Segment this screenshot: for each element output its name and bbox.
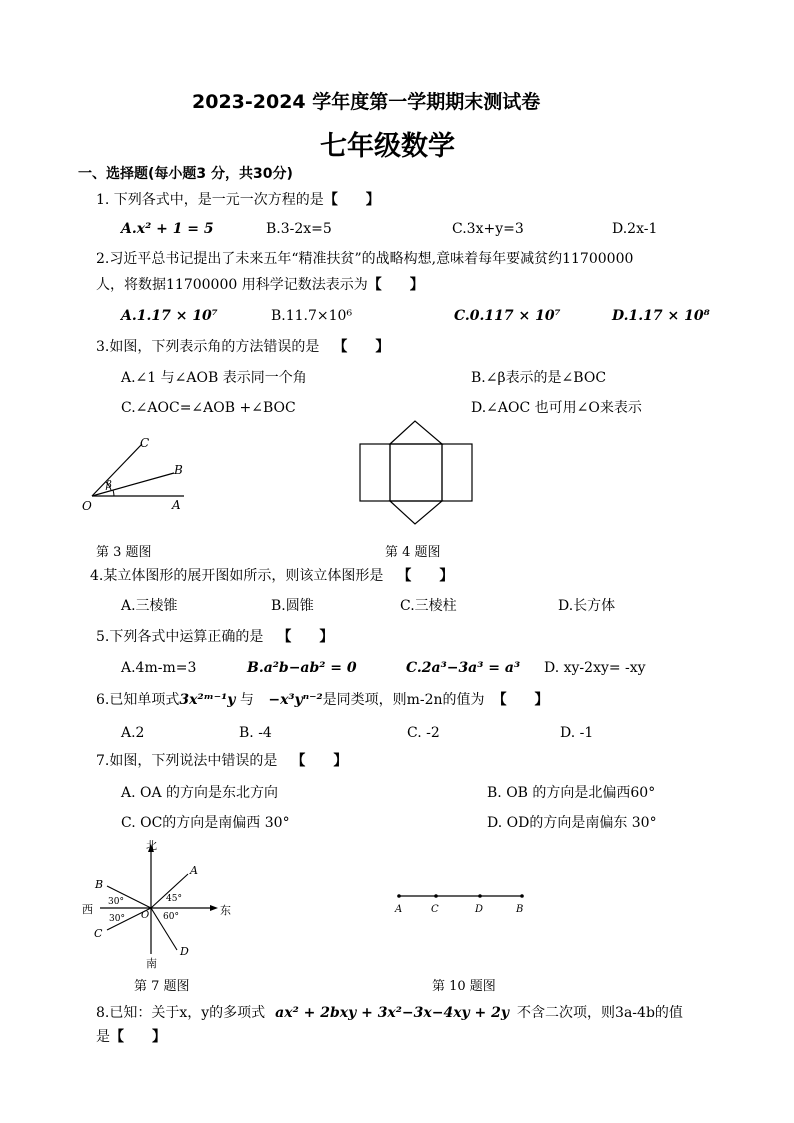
q2-option-a[interactable]: A.1.17 × 10⁷ bbox=[121, 308, 218, 324]
label-o: O bbox=[82, 499, 92, 513]
label-a: A bbox=[172, 498, 181, 512]
q3-option-c[interactable]: C.∠AOC=∠AOB +∠BOC bbox=[121, 400, 296, 416]
figure-3-angle bbox=[80, 430, 200, 520]
q1-option-d[interactable]: D.2x-1 bbox=[612, 221, 658, 237]
label-b: B bbox=[95, 878, 104, 891]
label-d: D bbox=[475, 904, 484, 915]
label-b: B bbox=[174, 463, 183, 477]
q7-option-b[interactable]: B. OB 的方向是北偏西60° bbox=[487, 785, 656, 801]
q3-stem: 3.如图，下列表示角的方法错误的是 【 】 bbox=[96, 339, 390, 355]
q1-option-b[interactable]: B.3-2x=5 bbox=[266, 221, 332, 237]
q2-option-c[interactable]: C.0.117 × 10⁷ bbox=[454, 308, 561, 324]
section-heading: 一、选择题(每小题3 分，共30分) bbox=[78, 166, 293, 182]
q4-option-d[interactable]: D.长方体 bbox=[558, 598, 616, 614]
label-east: 东 bbox=[220, 904, 231, 917]
q8-stem-line2: 是【 】 bbox=[96, 1029, 166, 1045]
figure-7-caption: 第 7 题图 bbox=[134, 979, 190, 994]
label-north: 北 bbox=[146, 839, 157, 852]
q3-option-a[interactable]: A.∠1 与∠AOB 表示同一个角 bbox=[121, 370, 307, 386]
point-c bbox=[434, 894, 438, 898]
q5-option-a[interactable]: A.4m-m=3 bbox=[121, 660, 197, 676]
q1-option-a[interactable]: A.x² + 1 = 5 bbox=[121, 221, 214, 237]
net-bottom-triangle bbox=[390, 501, 442, 524]
label-o: O bbox=[141, 910, 150, 921]
q2-stem-line1: 2.习近平总书记提出了未来五年“精准扶贫”的战略构想,意味着每年要减贫约11700000 bbox=[96, 251, 634, 267]
q6-option-a[interactable]: A.2 bbox=[121, 725, 145, 741]
q6-option-d[interactable]: D. -1 bbox=[560, 725, 594, 741]
figure-10-segment bbox=[390, 885, 530, 925]
net-middle-rect bbox=[390, 444, 442, 501]
q4-option-c[interactable]: C.三棱柱 bbox=[400, 598, 457, 614]
exam-subtitle: 七年级数学 bbox=[320, 131, 455, 162]
q5-option-c[interactable]: C.2a³−3a³ = a³ bbox=[406, 660, 521, 676]
q2-stem-line2: 人，将数据11700000 用科学记数法表示为【 】 bbox=[96, 277, 424, 293]
figure-7-compass bbox=[80, 838, 240, 968]
label-a: A bbox=[395, 904, 403, 915]
angle-label-45: 45° bbox=[166, 894, 182, 904]
point-a bbox=[397, 894, 401, 898]
point-b bbox=[520, 894, 524, 898]
label-c: C bbox=[140, 436, 150, 450]
q2-option-b[interactable]: B.11.7×10⁶ bbox=[271, 308, 353, 324]
net-left-rect bbox=[360, 444, 390, 501]
angle-label-30-upper: 30° bbox=[108, 897, 124, 907]
label-south: 南 bbox=[146, 957, 157, 970]
q6-option-b[interactable]: B. -4 bbox=[239, 725, 272, 741]
angle-label-30-lower: 30° bbox=[109, 914, 125, 924]
q3-option-b[interactable]: B.∠β表示的是∠BOC bbox=[471, 370, 607, 386]
figure-4-net bbox=[355, 420, 485, 530]
figure-4-caption: 第 4 题图 bbox=[385, 545, 441, 560]
q5-option-d[interactable]: D. xy-2xy= -xy bbox=[544, 660, 646, 676]
label-c: C bbox=[431, 904, 439, 915]
q6-option-c[interactable]: C. -2 bbox=[407, 725, 440, 741]
q7-option-a[interactable]: A. OA 的方向是东北方向 bbox=[121, 785, 279, 801]
q5-stem: 5.下列各式中运算正确的是 【 】 bbox=[96, 629, 334, 645]
label-c: C bbox=[94, 927, 103, 940]
q1-option-c[interactable]: C.3x+y=3 bbox=[452, 221, 524, 237]
q4-option-a[interactable]: A.三棱锥 bbox=[121, 598, 178, 614]
q2-option-d[interactable]: D.1.17 × 10⁸ bbox=[612, 308, 710, 324]
figure-3-caption: 第 3 题图 bbox=[96, 545, 152, 560]
exam-title: 2023-2024 学年度第一学期期末测试卷 bbox=[192, 91, 541, 113]
angle-arc-1 bbox=[113, 490, 114, 496]
net-top-triangle bbox=[390, 421, 442, 444]
q6-stem: 6.已知单项式3x²ᵐ⁻¹y 与 −x³yⁿ⁻²是同类项，则m-2n的值为 【 】 bbox=[96, 692, 549, 708]
label-d: D bbox=[180, 945, 189, 958]
q7-option-d[interactable]: D. OD的方向是南偏东 30° bbox=[487, 815, 657, 831]
q4-option-b[interactable]: B.圆锥 bbox=[271, 598, 314, 614]
q7-stem: 7.如图，下列说法中错误的是 【 】 bbox=[96, 753, 348, 769]
label-west: 西 bbox=[82, 903, 93, 916]
q5-option-b[interactable]: B.a²b−ab² = 0 bbox=[247, 660, 357, 676]
figure-10-caption: 第 10 题图 bbox=[432, 979, 496, 994]
east-arrow-icon bbox=[210, 905, 218, 911]
angle-label-60: 60° bbox=[163, 912, 179, 922]
ray-oc bbox=[92, 444, 142, 496]
q3-option-d[interactable]: D.∠AOC 也可用∠O来表示 bbox=[471, 400, 642, 416]
q7-option-c[interactable]: C. OC的方向是南偏西 30° bbox=[121, 815, 290, 831]
point-d bbox=[478, 894, 482, 898]
net-right-rect bbox=[442, 444, 472, 501]
label-b: B bbox=[516, 904, 524, 915]
q4-stem: 4.某立体图形的展开图如所示，则该立体图形是 【 】 bbox=[90, 568, 454, 584]
q8-stem: 8.已知：关于x，y的多项式 ax² + 2bxy + 3x²−3x−4xy + 2y 不含二次项，则3a-4b的值 bbox=[96, 1005, 683, 1021]
label-beta: β bbox=[106, 480, 112, 491]
ray-ob bbox=[92, 473, 174, 496]
label-a: A bbox=[190, 864, 198, 877]
q1-stem: 1. 下列各式中，是一元一次方程的是【 】 bbox=[96, 192, 380, 208]
